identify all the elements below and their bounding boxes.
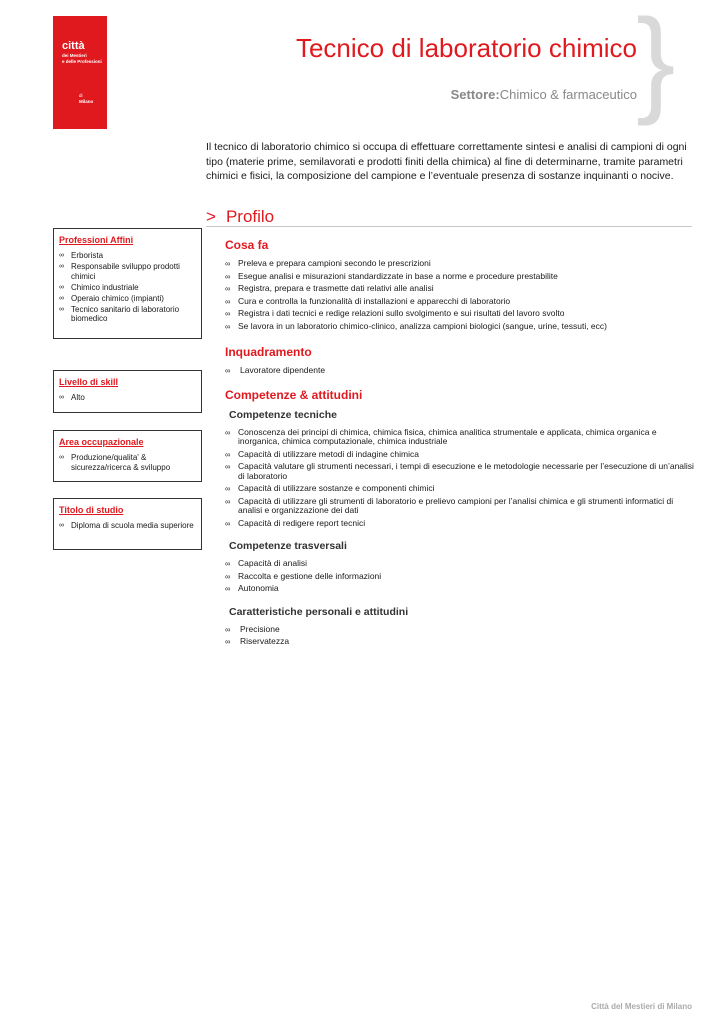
box-title: Livello di skill [59, 377, 119, 387]
subsection-trasversali: Competenze trasversali [229, 540, 347, 552]
logo-line-3a: di [79, 93, 83, 98]
box-livello-skill [53, 370, 202, 413]
list-item: ∞ Responsabile sviluppo prodotti chimici [59, 262, 196, 281]
profilo-arrow: > [206, 207, 216, 226]
list-item: ∞ Alto [59, 393, 196, 403]
subsection-tecniche: Competenze tecniche [229, 408, 337, 421]
logo-line-3 [79, 93, 93, 104]
list-item: ∞ Lavoratore dipendente [225, 366, 695, 376]
competenze-tecniche-list [225, 428, 695, 529]
logo [53, 16, 107, 129]
list-item: ∞ Precisione [225, 625, 695, 635]
logo-line-2 [62, 53, 102, 64]
box-list [59, 251, 196, 324]
list-item: ∞ Diploma di scuola media superiore [59, 521, 196, 531]
main-content [225, 238, 695, 659]
settore-value: Chimico & farmaceutico [499, 87, 637, 102]
page-title: Tecnico di laboratorio chimico [295, 33, 637, 63]
footer-text: Città del Mestieri di Milano [591, 1002, 692, 1011]
list-item: ∞ Se lavora in un laboratorio chimico-clinico, analizza campioni biologici (sangue, urine, tessuti, ecc) [225, 322, 695, 332]
list-item: ∞ Produzione/qualita' & sicurezza/ricerca & sviluppo [59, 453, 196, 472]
box-title: Titolo di studio [59, 505, 124, 515]
decorative-brace: } [636, 0, 676, 127]
list-item: ∞ Preleva e prepara campioni secondo le prescrizioni [225, 259, 695, 269]
section-cosa-fa: Cosa fa [225, 238, 269, 252]
cosa-fa-list [225, 259, 695, 331]
logo-line-3b: Milano [79, 98, 94, 104]
list-item: ∞ Cura e controlla la funzionalità di installazioni e apparecchi di laboratorio [225, 297, 695, 307]
logo-line-1: città [62, 40, 85, 52]
list-item: ∞ Conoscenza dei principi di chimica, chimica fisica, chimica analitica strumentale e applicata, chimica organica e inorganica, chimica computazionale, chimica industriale [225, 428, 695, 447]
list-item: ∞ Erborista [59, 251, 196, 261]
section-inquadramento: Inquadramento [225, 345, 312, 359]
list-item: ∞ Registra, prepara e trasmette dati relativi alle analisi [225, 284, 695, 294]
settore-line [451, 87, 637, 102]
profilo-label: Profilo [225, 207, 275, 226]
list-item: ∞ Capacità di utilizzare sostanze e componenti chimici [225, 484, 695, 494]
list-item: ∞ Chimico industriale [59, 283, 196, 293]
box-professioni-affini [53, 228, 202, 339]
box-list [59, 453, 196, 472]
competenze-trasversali-list [225, 559, 695, 594]
list-item: ∞ Capacità di redigere report tecnici [225, 519, 695, 529]
list-item: ∞ Operaio chimico (impianti) [59, 294, 196, 304]
list-item: ∞ Raccolta e gestione delle informazioni [225, 572, 695, 582]
list-item: ∞ Esegue analisi e misurazioni standardizzate in base a norme e procedure prestabilite [225, 272, 695, 282]
intro-paragraph: Il tecnico di laboratorio chimico si occupa di effettuare correttamente sintesi e analisi di campioni di ogni tipo (materie prime, semilavorati e prodotti finiti della chimica) al fine di determinarne, tramite parametri chimici e fisici, la composizione del campione e l’eventuale presenza di sostanze inquinanti o nocive. [206, 141, 687, 182]
personali-list [225, 625, 695, 647]
list-item: ∞ Registra i dati tecnici e redige relazioni sullo svolgimento e sui risultati del lavoro svolto [225, 309, 695, 319]
list-item: ∞ Tecnico sanitario di laboratorio biomedico [59, 305, 196, 324]
list-item: ∞ Autonomia [225, 584, 695, 594]
logo-line-2b: e delle Professioni [62, 58, 102, 64]
box-area-occupazionale [53, 430, 202, 482]
box-title: Area occupazionale [59, 437, 144, 447]
section-profilo-heading [206, 207, 692, 227]
list-item: ∞ Riservatezza [225, 637, 695, 647]
list-item: ∞ Capacità di utilizzare gli strumenti di laboratorio e prelievo campioni per l’analisi chimica e gli strumenti informatici di analisi e organizzazione dei dati [225, 497, 695, 516]
settore-label: Settore: [450, 87, 500, 102]
box-titolo-studio [53, 498, 202, 550]
subsection-personali: Caratteristiche personali e attitudini [229, 605, 409, 618]
list-item: ∞ Capacità di analisi [225, 559, 695, 569]
logo-line-2a: dei Mestieri [62, 53, 87, 58]
section-competenze: Competenze & attitudini [225, 387, 363, 402]
box-title: Professioni Affini [59, 235, 134, 245]
list-item: ∞ Capacità valutare gli strumenti necessari, i tempi di esecuzione e le metodologie necessarie per l’esecuzione di un’analisi di laboratorio [225, 462, 695, 481]
list-item: ∞ Capacità di utilizzare metodi di indagine chimica [225, 450, 695, 460]
box-list [59, 393, 196, 403]
box-list [59, 521, 196, 531]
inquadramento-list [225, 366, 695, 376]
